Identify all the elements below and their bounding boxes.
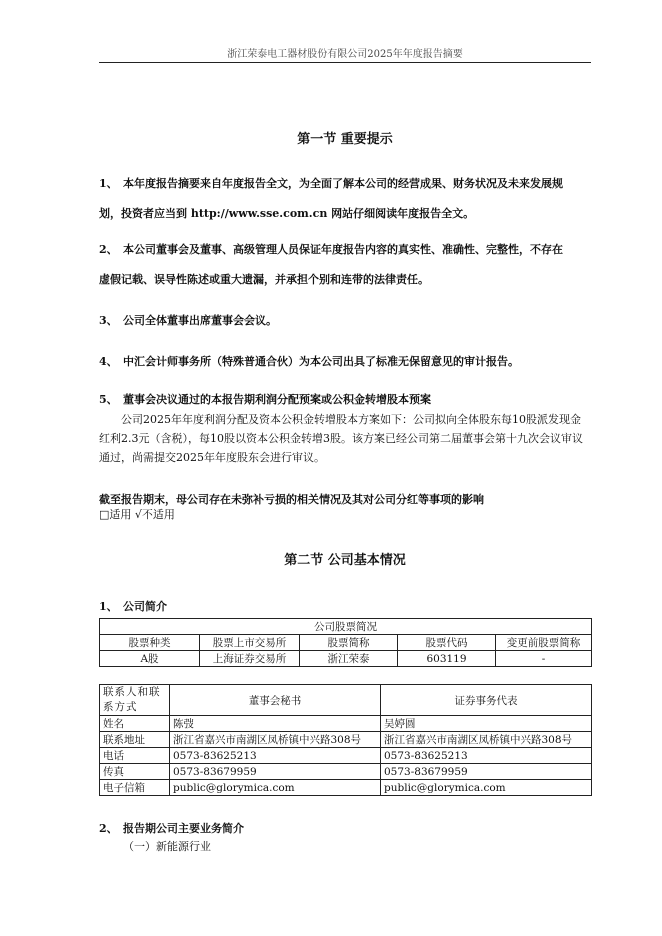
table-cell: 吴婷圆 <box>381 716 592 732</box>
table-cell: 浙江省嘉兴市南湖区凤桥镇中兴路308号 <box>170 732 381 748</box>
notice-item-2 <box>99 235 591 295</box>
item-text-line2: 划，投资者应当到 http://www.sse.com.cn 网站仔细阅读年度报告全文。 <box>99 207 475 220</box>
notice-item-4 <box>99 347 591 377</box>
item-text-line1: 中汇会计师事务所（特殊普通合伙）为本公司出具了标准无保留意见的审计报告。 <box>123 355 519 368</box>
table-cell: 浙江省嘉兴市南湖区凤桥镇中兴路308号 <box>381 732 592 748</box>
table-cell: 0573-83679959 <box>381 764 592 780</box>
table-header-cell: 证券事务代表 <box>381 685 592 716</box>
table-caption: 公司股票简况 <box>100 619 592 635</box>
item-text-line1: 董事会决议通过的本报告期利润分配预案或公积金转增股本预案 <box>123 393 431 406</box>
table-row <box>100 732 592 748</box>
item-text-line1: 本年度报告摘要来自年度报告全文，为全面了解本公司的经营成果、财务状况及未来发展规 <box>123 177 563 190</box>
table-cell: 姓名 <box>100 716 170 732</box>
table-cell: 电话 <box>100 748 170 764</box>
table-cell: 上海证券交易所 <box>200 651 300 667</box>
section1-title: 第一节 重要提示 <box>297 132 393 147</box>
item-number: 3、 <box>99 314 118 327</box>
table-row <box>100 764 592 780</box>
table-row <box>100 748 592 764</box>
table-header-cell: 股票简称 <box>300 635 398 651</box>
item-number: 5、 <box>99 393 118 406</box>
subsection-number: 2、 <box>99 822 118 835</box>
table-cell: 联系地址 <box>100 732 170 748</box>
table-header-cell: 股票代码 <box>398 635 496 651</box>
notice-item-5 <box>99 391 591 409</box>
item-text-line1: 本公司董事会及董事、高级管理人员保证年度报告内容的真实性、准确性、完整性，不存在 <box>123 243 563 256</box>
section2-title: 第二节 公司基本情况 <box>284 553 406 568</box>
table-cell: - <box>496 651 592 667</box>
header-rule <box>99 62 591 63</box>
table-cell: 陈弢 <box>170 716 381 732</box>
table-cell: 603119 <box>398 651 496 667</box>
item-number: 2、 <box>99 243 118 256</box>
table-row <box>100 716 592 732</box>
subsection-label: 报告期公司主要业务简介 <box>123 822 244 835</box>
item-text-line1: 公司全体董事出席董事会会议。 <box>123 314 277 327</box>
running-header: 浙江荣泰电工器材股份有限公司2025年年度报告摘要 <box>227 49 463 60</box>
table-header-row <box>100 635 592 651</box>
subsection-business-intro <box>99 820 591 836</box>
item-number: 4、 <box>99 355 118 368</box>
table-cell: 传真 <box>100 764 170 780</box>
notice-item-3 <box>99 306 591 336</box>
item-text-line2: 虚假记载、误导性陈述或重大遗漏，并承担个别和连带的法律责任。 <box>99 273 429 286</box>
table-header-cell: 股票上市交易所 <box>200 635 300 651</box>
item-number: 1、 <box>99 177 118 190</box>
business-item: （一）新能源行业 <box>123 840 211 853</box>
subsection-label: 公司简介 <box>123 600 167 613</box>
deficit-title: 截至报告期末，母公司存在未弥补亏损的相关情况及其对公司分红等事项的影响 <box>99 493 484 506</box>
table-cell: 0573-83625213 <box>170 748 381 764</box>
table-cell: 0573-83679959 <box>170 764 381 780</box>
subsection-company-intro <box>99 598 591 614</box>
subsection-number: 1、 <box>99 600 118 613</box>
contact-table <box>99 684 592 796</box>
notice-item-1 <box>99 169 591 229</box>
table-header-cell: 董事会秘书 <box>170 685 381 716</box>
table-cell: 0573-83625213 <box>381 748 592 764</box>
table-header-cell: 变更前股票简称 <box>496 635 592 651</box>
table-cell: 电子信箱 <box>100 780 170 796</box>
table-header-cell: 联系人和联系方式 <box>100 685 170 716</box>
table-row <box>100 651 592 667</box>
table-cell: public@glorymica.com <box>381 780 592 796</box>
table-cell: public@glorymica.com <box>170 780 381 796</box>
stock-overview-table <box>99 618 592 667</box>
deficit-choice: □适用 √不适用 <box>99 508 175 521</box>
table-cell: A股 <box>100 651 200 667</box>
table-cell: 浙江荣泰 <box>300 651 398 667</box>
table-header-row <box>100 685 592 716</box>
table-header-cell: 股票种类 <box>100 635 200 651</box>
table-row <box>100 780 592 796</box>
dividend-plan-text: 公司2025年年度利润分配及资本公积金转增股本方案如下：公司拟向全体股东每10股派发现金红利2.3元（含税），每10股以资本公积金转增3股。该方案已经公司第二届董事会第十九次会议审议通过，尚需提交2025年年度股东会进行审议。 <box>99 413 583 464</box>
